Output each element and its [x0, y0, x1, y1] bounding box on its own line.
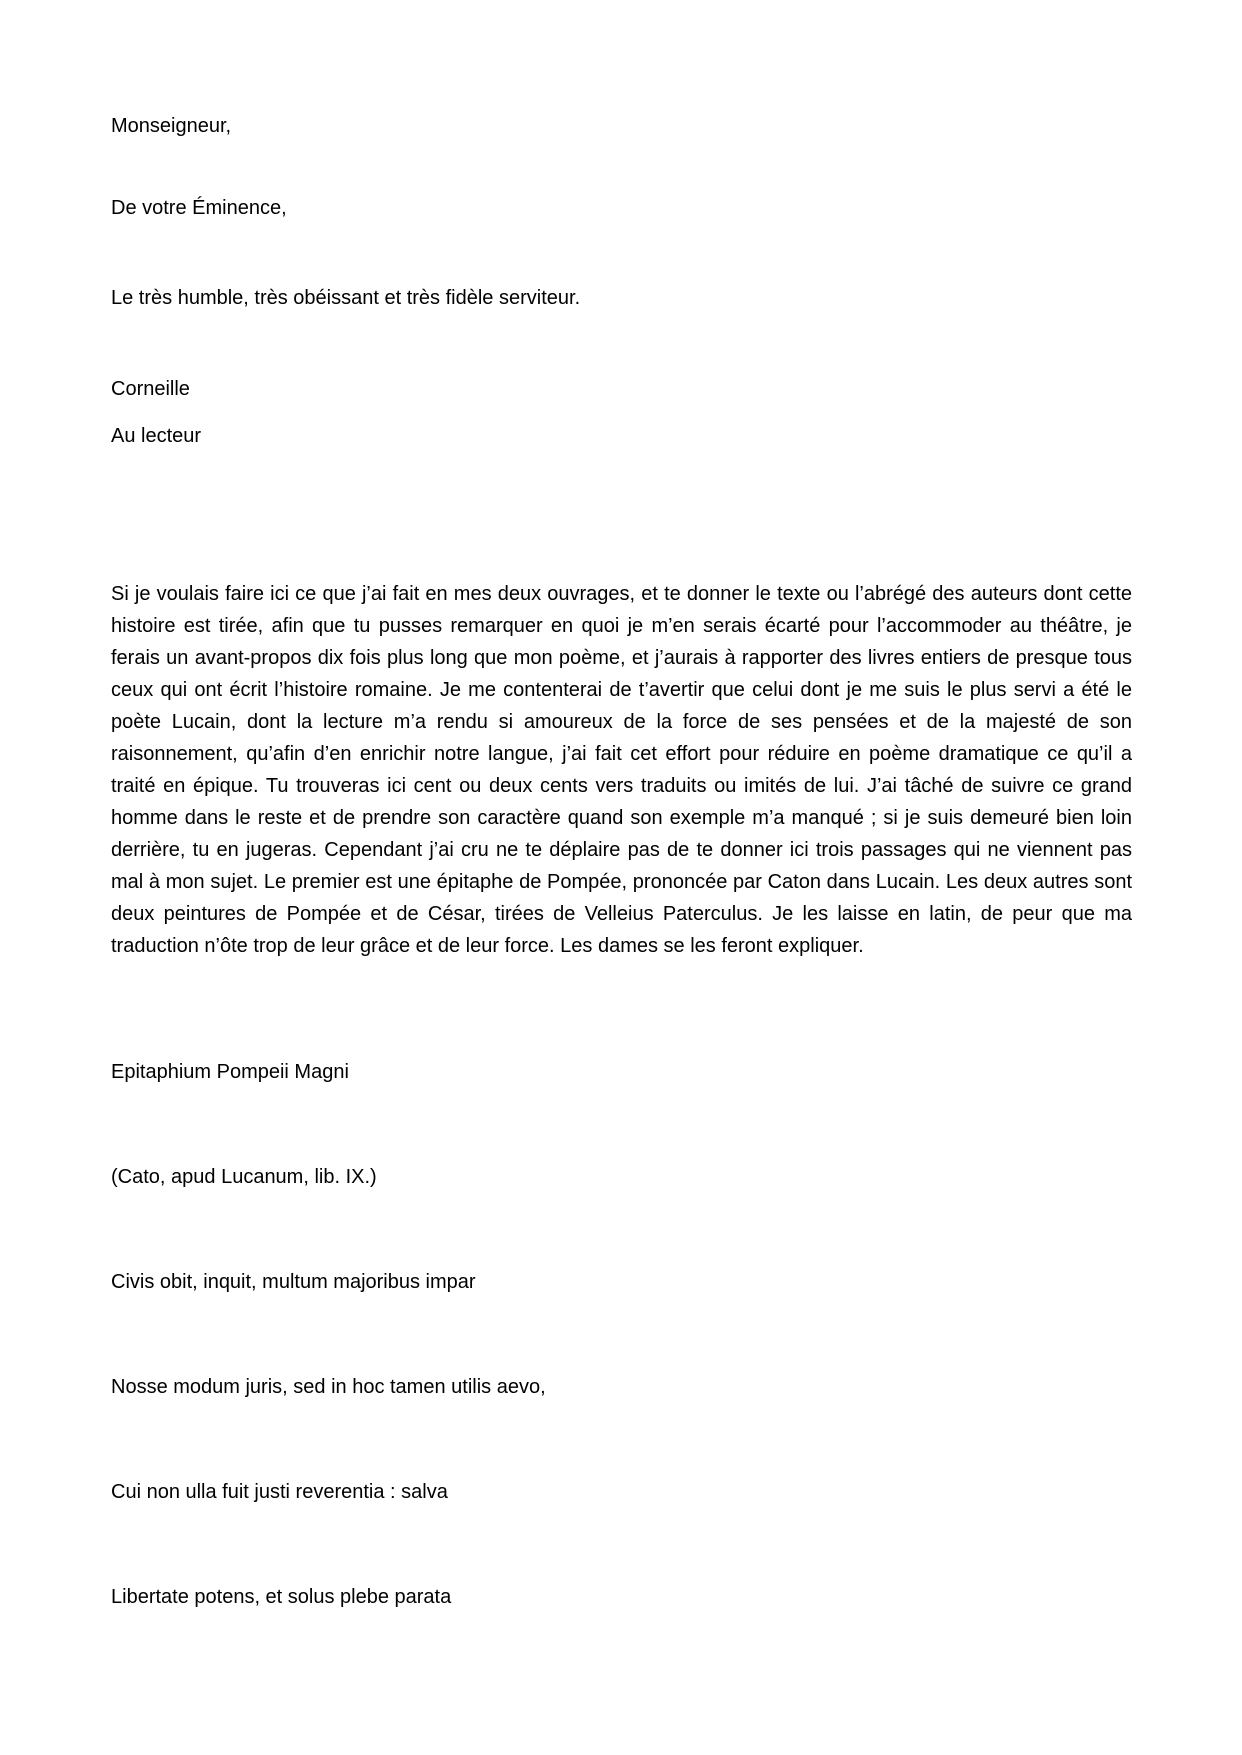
signature: Corneille	[111, 378, 190, 400]
verse-line: Cui non ulla fuit justi reverentia : salva	[111, 1481, 448, 1503]
closing-line-1: De votre Éminence,	[111, 197, 287, 219]
epitaph-source: (Cato, apud Lucanum, lib. IX.)	[111, 1166, 377, 1188]
verse-line: Nosse modum juris, sed in hoc tamen utilis aevo,	[111, 1376, 546, 1398]
salutation: Monseigneur,	[111, 115, 232, 137]
epitaph-title: Epitaphium Pompeii Magni	[111, 1061, 349, 1083]
section-title: Au lecteur	[111, 425, 202, 447]
verse-line: Civis obit, inquit, multum majoribus impar	[111, 1271, 476, 1293]
body-paragraph: Si je voulais faire ici ce que j’ai fait en mes deux ouvrages, et te donner le texte ou l’abrégé des auteurs dont cette histoire est tirée, afin que tu pusses remarquer en quoi je m’en serais écarté pour l’accommoder au théâtre, je ferais un avant-propos dix fois plus long que mon poème, et j’aurais à rapporter des livres entiers de presque tous ceux qui ont écrit l’histoire romaine. Je me contenterai de t’avertir que celui dont je me suis le plus servi a été le poète Lucain, dont la lecture m’a rendu si amoureux de la force de ses pensées et de la majesté de son raisonnement, qu’afin d’en enrichir notre langue, j’ai fait cet effort pour réduire en poème dramatique ce qu’il a traité en épique. Tu trouveras ici cent ou deux cents vers traduits ou imités de lui. J’ai tâché de suivre ce grand homme dans le reste et de prendre son caractère quand son exemple m’a manqué ; si je suis demeuré bien loin derrière, tu en jugeras. Cependant j’ai cru ne te déplaire pas de te donner ici trois passages qui ne viennent pas mal à mon sujet. Le premier est une épitaphe de Pompée, prononcée par Caton dans Lucain. Les deux autres sont deux peintures de Pompée et de César, tirées de Velleius Paterculus. Je les laisse en latin, de peur que ma traduction n’ôte trop de leur grâce et de leur force. Les dames se les feront expliquer.	[111, 583, 1132, 957]
verse-line: Libertate potens, et solus plebe parata	[111, 1586, 452, 1608]
closing-line-2: Le très humble, très obéissant et très fidèle serviteur.	[111, 287, 581, 309]
